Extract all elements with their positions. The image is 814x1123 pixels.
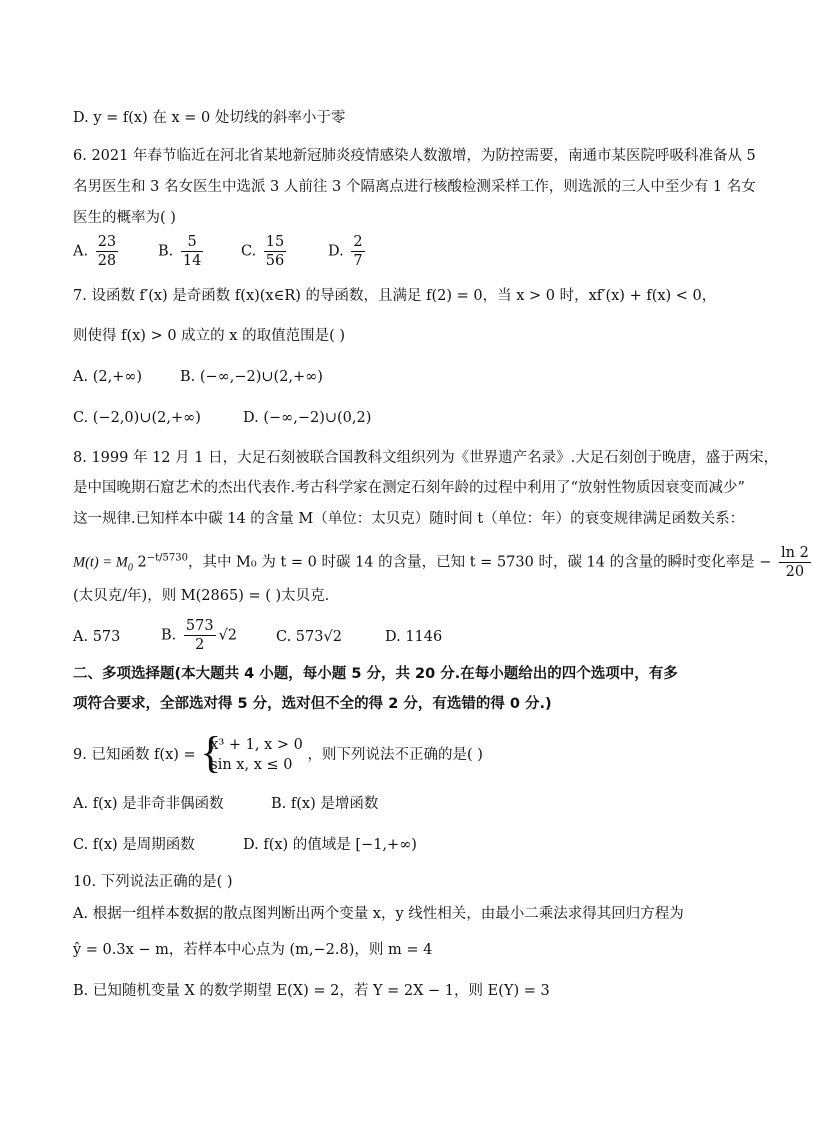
q8-option-b-num: 573 (185, 618, 214, 634)
q10-option-b-line: B. 已知随机变量 X 的数学期望 E(X) = 2，若 Y = 2X − 1，则 E(Y) = 3 (73, 983, 550, 999)
q8-option-d: D. 1146 (385, 629, 443, 645)
q6-option-c-num: 15 (265, 234, 285, 250)
q6-option-b-num: 5 (181, 233, 203, 252)
q8-stem-line-1: 8. 1999 年 12 月 1 日，大足石刻被联合国教科文组织列为《世界遗产名录》.大足石刻创于晚唐，盛于两宋， (73, 450, 779, 466)
q9-case-2: sin x, x ≤ 0 (210, 757, 293, 773)
q6-option-a-label: A. (73, 243, 89, 260)
q8-option-b-den: 2 (195, 637, 205, 653)
q6-option-a-fraction (96, 233, 118, 270)
q6-option-b-den: 14 (182, 253, 202, 269)
q8-rate-fraction (779, 544, 811, 581)
q6-option-b (158, 233, 206, 270)
q8-formula-rest: ，其中 M₀ 为 t = 0 时碳 14 的含量，已知 t = 5730 时，碳 14 的含量的瞬时变化率是 − (187, 554, 772, 571)
q9-stem-start: 9. 已知函数 f(x) = (73, 747, 196, 763)
q6-stem-line-1: 6. 2021 年春节临近在河北省某地新冠肺炎疫情感染人数激增，为防控需要，南通市某医院呼吸科准备从 5 (73, 148, 756, 164)
q7-stem-line-2: 则使得 f(x) > 0 成立的 x 的取值范围是( ) (73, 328, 345, 344)
q7-option-b: B. (−∞,−2)∪(2,+∞) (180, 369, 323, 385)
q6-option-c-label: C. (241, 243, 257, 260)
q6-option-c-fraction (264, 233, 286, 270)
section-2-heading-line-2: 项符合要求，全部选对得 5 分，选对但不全的得 2 分，有选错的得 0 分.) (73, 696, 552, 712)
q7-stem-line-1: 7. 设函数 f′(x) 是奇函数 f(x)(x∈R) 的导函数，且满足 f(2) = 0，当 x > 0 时，xf′(x) + f(x) < 0， (73, 288, 717, 304)
q9-stem (73, 728, 483, 777)
q5-option-d: D. y = f(x) 在 x = 0 处切线的斜率小于零 (73, 110, 346, 126)
q6-stem-line-3: 医生的概率为( ) (73, 210, 176, 226)
q6-option-d-fraction (351, 233, 364, 270)
q6-option-b-label: B. (158, 243, 174, 260)
q8-formula-base: 2 (137, 554, 147, 571)
q7-option-d: D. (−∞,−2)∪(0,2) (243, 410, 372, 426)
q6-option-b-fraction (181, 233, 203, 270)
q6-option-c (241, 233, 289, 270)
q8-option-c: C. 573√2 (276, 629, 342, 645)
q9-piecewise (200, 728, 303, 777)
q9-option-c: C. f(x) 是周期函数 (73, 837, 195, 853)
q8-option-b-tail: √2 (218, 627, 238, 644)
q10-stem: 10. 下列说法正确的是( ) (73, 874, 233, 890)
q7-option-c: C. (−2,0)∪(2,+∞) (73, 410, 201, 426)
q8-formula-sub: 0 (127, 562, 133, 574)
q8-option-b-fraction (184, 617, 216, 654)
piecewise-brace-icon: { (200, 728, 222, 777)
q6-option-a-den: 28 (97, 253, 117, 269)
q6-option-d-label: D. (328, 243, 344, 260)
q6-option-a-num: 23 (97, 234, 117, 250)
q6-option-d-den: 7 (353, 253, 363, 269)
q6-option-a (73, 233, 121, 270)
q8-rate-den: 20 (785, 564, 805, 580)
q9-case-1: x³ + 1, x > 0 (210, 737, 303, 753)
q8-option-b (161, 617, 237, 654)
q10-option-a-line-1: A. 根据一组样本数据的散点图判断出两个变量 x，y 线性相关，由最小二乘法求得其回归方程为 (73, 906, 684, 922)
q6-option-d (328, 233, 368, 270)
q6-option-d-num: 2 (353, 234, 363, 250)
q8-rate-num: ln 2 (781, 545, 809, 561)
q6-option-c-den: 56 (265, 253, 285, 269)
q8-stem-line-2: 是中国晚期石窟艺术的杰出代表作.考古科学家在测定石刻年龄的过程中利用了“放射性物质因衰变而减少” (73, 480, 745, 496)
q8-option-b-label: B. (161, 627, 177, 644)
q8-formula-left: M(t) = M (73, 554, 128, 571)
q8-stem-line-5: (太贝克/年)，则 M(2865) = ( )太贝克. (73, 588, 330, 604)
q7-option-a: A. (2,+∞) (73, 369, 143, 385)
q6-stem-line-2: 名男医生和 3 名女医生中选派 3 人前往 3 个隔离点进行核酸检测采样工作，则选派的三人中至少有 1 名女 (73, 179, 756, 195)
q9-option-b: B. f(x) 是增函数 (271, 796, 379, 812)
q8-formula-line (73, 544, 814, 581)
q8-stem-line-3: 这一规律.已知样本中碳 14 的含量 M（单位：太贝克）随时间 t（单位：年）的衰变规律满足函数关系： (73, 511, 745, 527)
q10-option-a-line-2: ŷ = 0.3x − m，若样本中心点为 (m,−2.8)，则 m = 4 (73, 942, 433, 958)
section-2-heading-line-1: 二、多项选择题(本大题共 4 小题，每小题 5 分，共 20 分.在每小题给出的四个选项中，有多 (73, 666, 678, 682)
q9-stem-end: ，则下列说法不正确的是( ) (307, 747, 483, 763)
q9-option-d: D. f(x) 的值域是 [−1,+∞) (243, 837, 417, 853)
q8-formula-exp: −t/5730 (146, 552, 188, 564)
q9-option-a: A. f(x) 是非奇非偶函数 (73, 796, 224, 812)
q8-option-a: A. 573 (73, 629, 121, 645)
